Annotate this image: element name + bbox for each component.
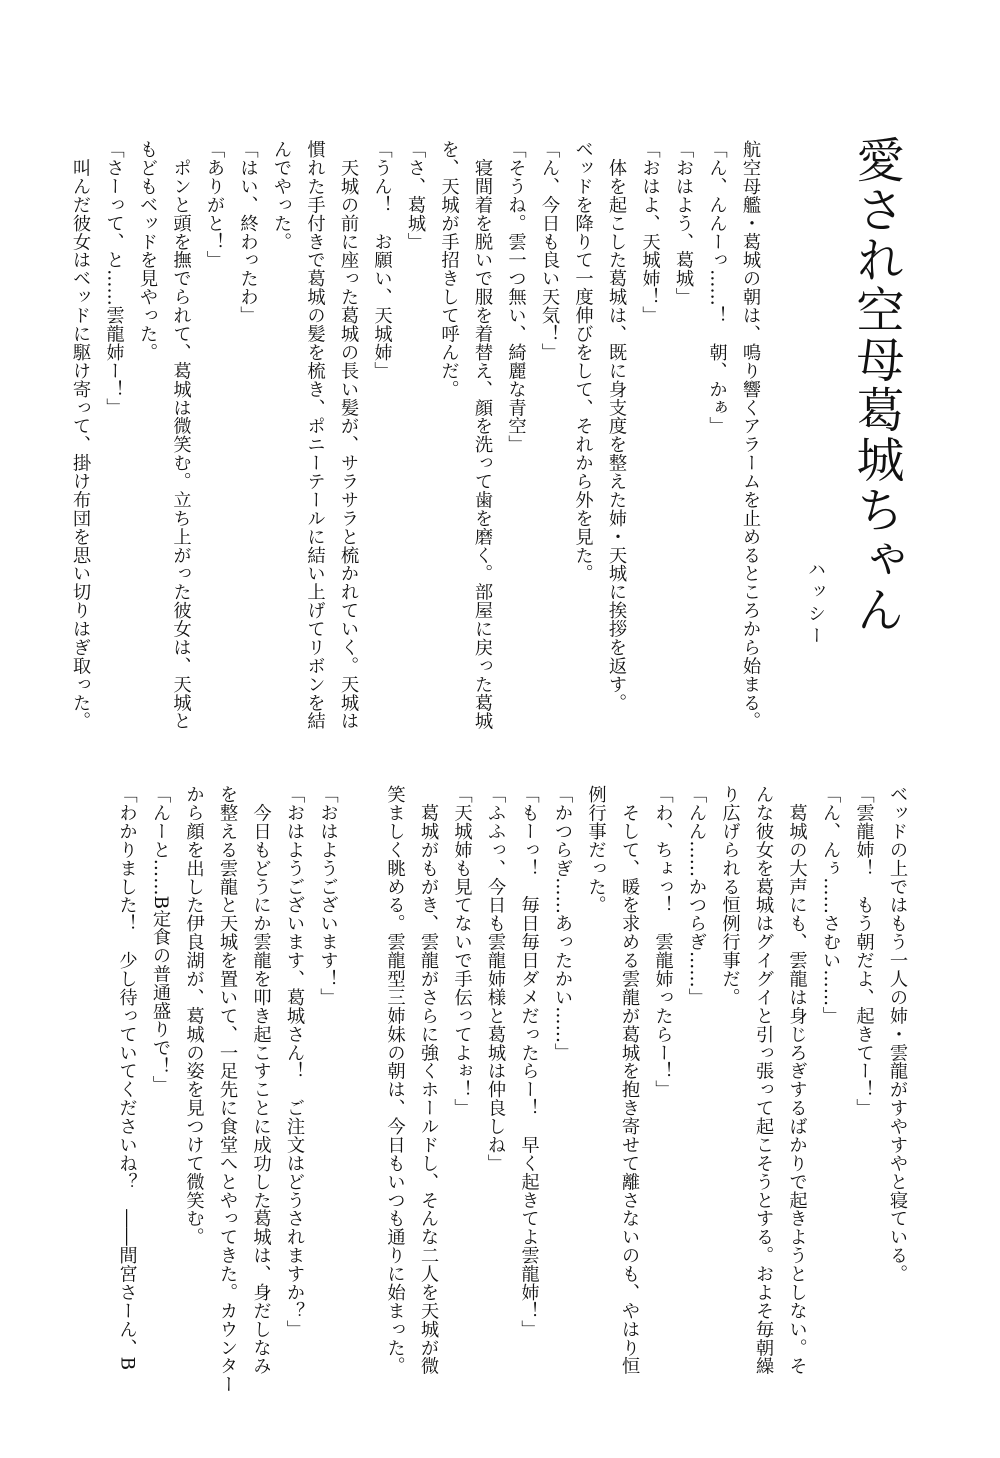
text-line: んな彼女を葛城はグイグイと引っ張って起こそうとする。およそ毎朝繰 bbox=[753, 785, 774, 1376]
text-line: 葛城の大声にも、雲龍は身じろぎするばかりで起きようとしない。そ bbox=[786, 785, 808, 1376]
text-line: 「おはよ、天城姉！」 bbox=[639, 140, 661, 325]
text-line: 今日もどうにか雲龍を叩き起こすことに成功した葛城は、身だしなみ bbox=[250, 785, 272, 1376]
text-line: 「ふふっ、今日も雲龍姉様と葛城は仲良しね」 bbox=[485, 785, 506, 1173]
text-line: 「もーっ！ 毎日毎日ダメだったらー！ 早く起きてよ雲龍姉！」 bbox=[518, 785, 540, 1339]
text-line: 天城の前に座った葛城の長い髪が、サラサラと梳かれていく。天城は bbox=[338, 140, 359, 731]
text-line: 「天城姉も見てないで手伝ってよぉ！」 bbox=[451, 785, 473, 1117]
text-line: 「雲龍姉！ もう朝だよ、起きてー！」 bbox=[853, 785, 875, 1117]
text-line: 笑ましく眺める。雲龍型三姉妹の朝は、今日もいつも通りに始まった。 bbox=[384, 785, 406, 1376]
text-line: 「んん……かつらぎ……」 bbox=[686, 785, 707, 1007]
text-line: 叫んだ彼女はベッドに駆け寄って、掛け布団を思い切りはぎ取った。 bbox=[70, 140, 91, 731]
text-line: 「ん、んんーっ……！ 朝、かぁ」 bbox=[706, 140, 728, 436]
text-line: 体を起こした葛城は、既に身支度を整えた姉・天城に挨拶を返す。 bbox=[606, 140, 627, 712]
text-line: 葛城がもがき、雲龍がさらに強くホールドし、そんな二人を天城が微 bbox=[418, 785, 439, 1376]
text-line: 「おはよう、葛城」 bbox=[673, 140, 694, 306]
text-line: 「わかりました！ 少し待っていてくださいね？ ――間宮さーん、B bbox=[116, 785, 138, 1371]
text-line: 「はい、終わったわ」 bbox=[237, 140, 259, 325]
text-line: 「かつらぎ……あったかい……」 bbox=[552, 785, 573, 1062]
text-line: 航空母艦・葛城の朝は、鳴り響くアラームを止めるところから始まる。 bbox=[740, 140, 761, 731]
text-line: を、天城が手招きして呼んだ。 bbox=[438, 140, 460, 399]
text-line: り広げられる恒例行事だ。 bbox=[719, 785, 741, 1007]
text-line: 「さ、葛城」 bbox=[405, 140, 426, 251]
text-line: そして、暖を求める雲龍が葛城を抱き寄せて離さないのも、やはり恒 bbox=[619, 785, 640, 1376]
text-line: ベッドの上ではもう一人の姉・雲龍がすやすやと寝ている。 bbox=[887, 785, 908, 1283]
text-line: 「ありがと！」 bbox=[204, 140, 225, 270]
text-line: 「うん！ お願い、天城姉」 bbox=[371, 140, 393, 380]
text-line: を整える雲龍と天城を置いて、一足先に食堂へとやってきた。カウンター bbox=[217, 785, 238, 1394]
text-line: 「ん、んぅ……さむい……」 bbox=[820, 785, 841, 1025]
text-line: 「おはようございます！」 bbox=[317, 785, 339, 1007]
top-text-block bbox=[64, 140, 768, 731]
text-line: 「ん、今日も良い天気！」 bbox=[539, 140, 560, 362]
text-line: 寝間着を脱いで服を着替え、顔を洗って歯を磨く。部屋に戻った葛城 bbox=[472, 140, 493, 731]
bottom-text-block bbox=[110, 785, 914, 1394]
text-line: から顔を出した伊良湖が、葛城の姿を見つけて微笑む。 bbox=[183, 785, 205, 1246]
text-line: 「おはようございます、葛城さん！ ご注文はどうされますか？」 bbox=[284, 785, 305, 1339]
text-line: ベッドを降りて一度伸びをして、それから外を見た。 bbox=[572, 140, 594, 583]
author-name: ハッシー bbox=[805, 560, 826, 648]
text-line: もどもベッドを見やった。 bbox=[137, 140, 158, 362]
text-line bbox=[345, 785, 379, 1345]
text-line: 例行事だった。 bbox=[585, 785, 607, 915]
text-line: 「んーと……B定食の普通盛りで！」 bbox=[150, 785, 171, 1094]
text-line: 慣れた手付きで葛城の髪を梳き、ポニーテールに結い上げてリボンを結 bbox=[304, 140, 326, 731]
text-line: ポンと頭を撫でられて、葛城は微笑む。立ち上がった彼女は、天城と bbox=[170, 140, 192, 731]
text-line: んでやった。 bbox=[271, 140, 292, 251]
text-line: 「さーって、と……雲龍姉ー！」 bbox=[103, 140, 125, 417]
text-line: 「わ、ちょっ！ 雲龍姉ったらー！」 bbox=[652, 785, 674, 1099]
text-line: 「そうね。雲一つ無い、綺麗な青空」 bbox=[505, 140, 527, 454]
story-title: 愛され空母葛城ちゃん bbox=[848, 135, 904, 635]
